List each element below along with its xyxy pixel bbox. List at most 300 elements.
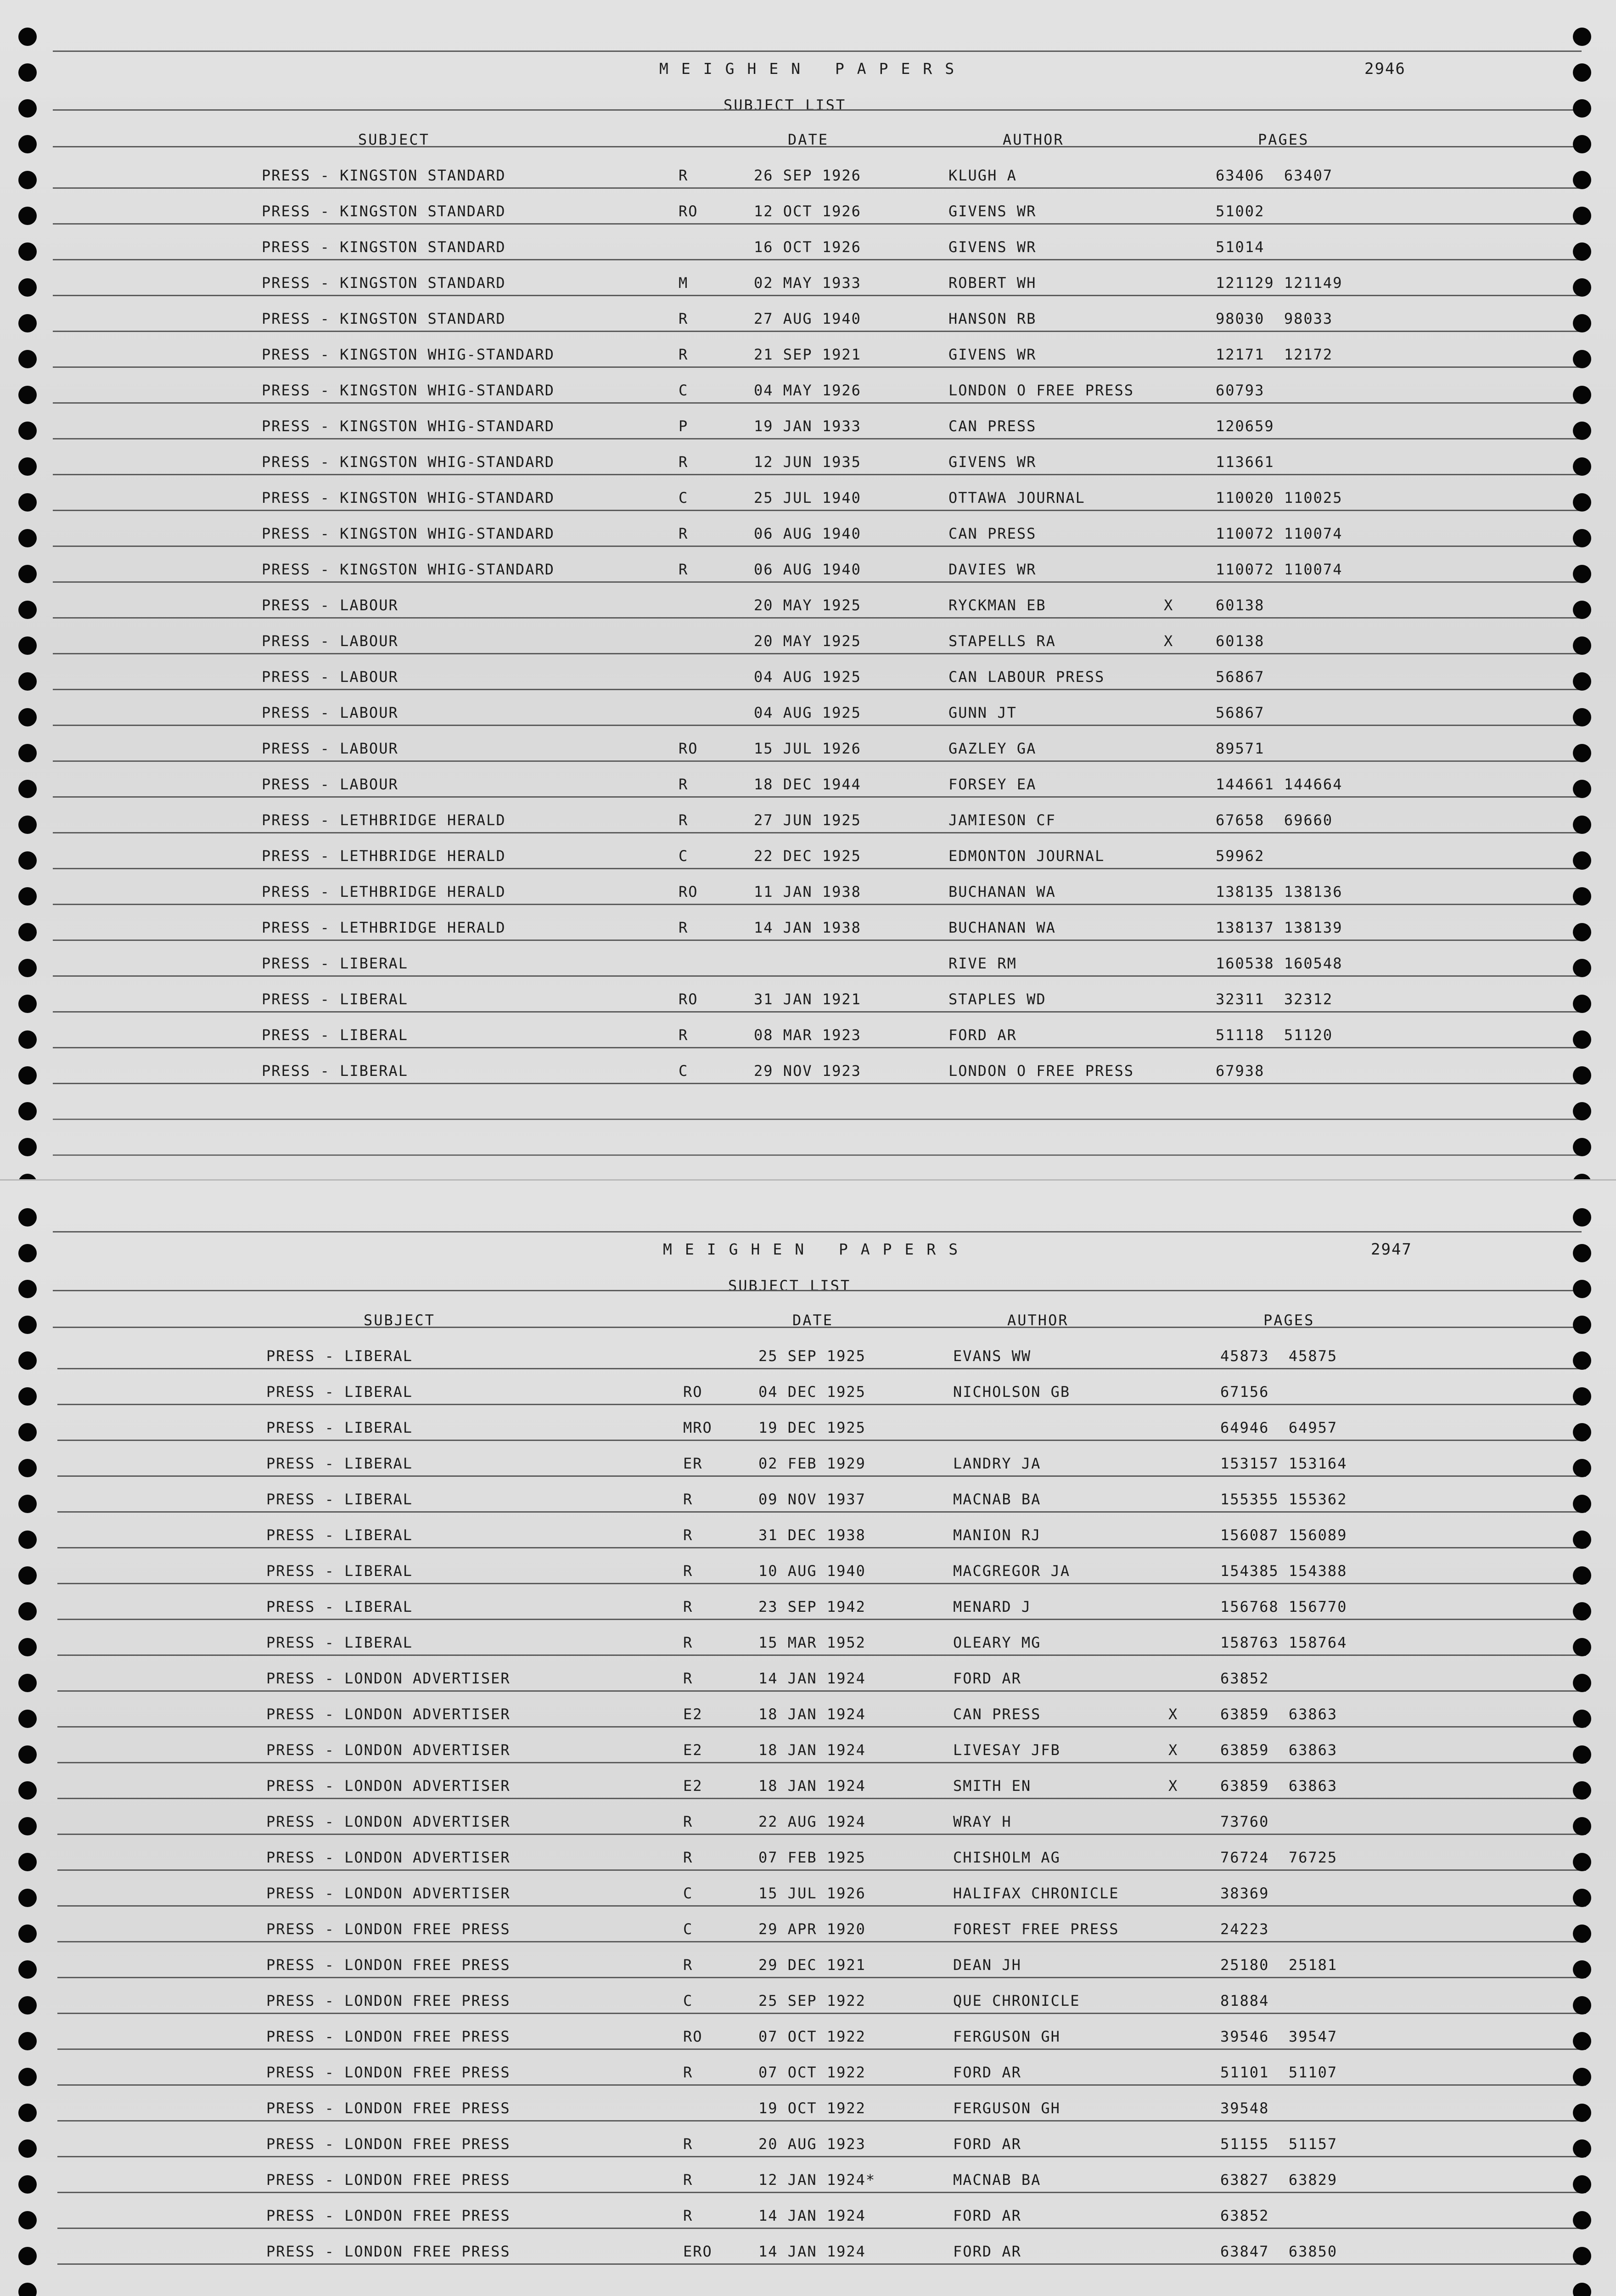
- row-rule: [53, 546, 1582, 547]
- table-row: [0, 201, 1616, 237]
- author-cell: BUCHANAN WA: [948, 919, 1056, 936]
- row-rule: [57, 1404, 1586, 1405]
- tractor-feed-hole: [18, 278, 37, 297]
- row-rule: [57, 2120, 1586, 2122]
- tractor-feed-hole: [18, 851, 37, 870]
- code-cell: MRO: [683, 1419, 713, 1436]
- pages-cell: 63852: [1220, 1670, 1269, 1687]
- author-cell: GIVENS WR: [948, 346, 1037, 363]
- sheet-subtitle: SUBJECT LIST: [724, 96, 847, 114]
- date-cell: 15 MAR 1952: [758, 1634, 866, 1651]
- code-cell: R: [679, 453, 689, 471]
- date-cell: 29 APR 1920: [758, 1920, 866, 1938]
- mark-cell: X: [1168, 1777, 1178, 1795]
- subject-cell: PRESS - LONDON ADVERTISER: [266, 1705, 511, 1723]
- row-rule: [57, 2228, 1586, 2229]
- author-cell: WRAY H: [953, 1813, 1012, 1830]
- code-cell: R: [679, 167, 689, 184]
- code-cell: R: [683, 1956, 693, 1974]
- code-cell: C: [679, 1062, 689, 1080]
- pages-cell: 98030 98033: [1216, 310, 1333, 327]
- tractor-feed-hole: [1573, 2068, 1591, 2086]
- author-cell: NICHOLSON GB: [953, 1383, 1071, 1401]
- pages-cell: 59962: [1216, 847, 1265, 865]
- tractor-feed-hole: [1573, 959, 1591, 977]
- code-cell: R: [679, 310, 689, 327]
- subject-cell: PRESS - KINGSTON WHIG-STANDARD: [262, 346, 555, 363]
- table-row: [5, 1453, 1616, 1489]
- author-cell: CHISHOLM AG: [953, 1849, 1060, 1866]
- date-cell: 06 AUG 1940: [754, 525, 861, 542]
- row-rule: [57, 1654, 1586, 1656]
- sheet-title: MEIGHEN PAPERS: [659, 60, 967, 78]
- date-cell: 22 AUG 1924: [758, 1813, 866, 1830]
- tractor-feed-hole: [18, 2175, 37, 2194]
- subject-cell: PRESS - KINGSTON WHIG-STANDARD: [262, 382, 555, 399]
- author-cell: MENARD J: [953, 1598, 1032, 1615]
- date-cell: 08 MAR 1923: [754, 1026, 861, 1044]
- date-cell: 09 NOV 1937: [758, 1491, 866, 1508]
- pages-cell: 120659: [1216, 417, 1274, 435]
- tractor-feed-hole: [1573, 386, 1591, 404]
- pages-cell: 56867: [1216, 704, 1265, 721]
- code-cell: R: [683, 1813, 693, 1830]
- tractor-feed-hole: [1573, 1674, 1591, 1692]
- table-row: [0, 667, 1616, 703]
- row-rule: [53, 796, 1582, 798]
- pages-cell: 12171 12172: [1216, 346, 1333, 363]
- pages-cell: 156087 156089: [1220, 1526, 1347, 1544]
- pages-cell: 51155 51157: [1220, 2135, 1338, 2153]
- tractor-feed-hole: [18, 1102, 37, 1120]
- author-cell: MACGREGOR JA: [953, 1562, 1071, 1580]
- tractor-feed-hole: [18, 1960, 37, 1979]
- tractor-feed-hole: [1573, 636, 1591, 655]
- date-cell: 25 SEP 1922: [758, 1992, 866, 2009]
- tractor-feed-hole: [1573, 1889, 1591, 1907]
- subject-cell: PRESS - LIBERAL: [266, 1634, 413, 1651]
- subject-cell: PRESS - LABOUR: [262, 704, 398, 721]
- tractor-feed-hole: [1573, 1459, 1591, 1477]
- mark-cell: X: [1168, 1741, 1178, 1759]
- row-rule: [53, 868, 1582, 869]
- author-cell: FORD AR: [953, 1670, 1021, 1687]
- author-column-header: AUTHOR: [1003, 131, 1064, 148]
- tractor-feed-hole: [18, 1030, 37, 1049]
- tractor-feed-hole: [1573, 851, 1591, 870]
- subject-cell: PRESS - LABOUR: [262, 740, 398, 757]
- pages-cell: 81884: [1220, 1992, 1269, 2009]
- author-cell: EVANS WW: [953, 1347, 1032, 1365]
- date-cell: 29 DEC 1921: [758, 1956, 866, 1974]
- row-rule: [53, 689, 1582, 690]
- date-cell: 14 JAN 1938: [754, 919, 861, 936]
- author-cell: GIVENS WR: [948, 453, 1037, 471]
- pages-column-header: PAGES: [1263, 1311, 1315, 1329]
- pages-cell: 160538 160548: [1216, 955, 1343, 972]
- date-cell: 14 JAN 1924: [758, 2207, 866, 2224]
- date-cell: 14 JAN 1924: [758, 2243, 866, 2260]
- pages-cell: 38369: [1220, 1885, 1269, 1902]
- code-cell: C: [679, 847, 689, 865]
- code-cell: E2: [683, 1741, 703, 1759]
- subject-cell: PRESS - LONDON FREE PRESS: [266, 2028, 511, 2045]
- author-cell: GIVENS WR: [948, 203, 1037, 220]
- tractor-feed-hole: [1573, 493, 1591, 512]
- author-cell: STAPLES WD: [948, 990, 1046, 1008]
- tractor-feed-hole: [1573, 1423, 1591, 1441]
- tractor-feed-hole: [18, 1674, 37, 1692]
- tractor-feed-hole: [1573, 278, 1591, 297]
- pages-cell: 113661: [1216, 453, 1274, 471]
- blank-ruled-line: [53, 1154, 1582, 1156]
- tractor-feed-hole: [18, 1316, 37, 1334]
- tractor-feed-hole: [1573, 1602, 1591, 1621]
- code-cell: ER: [683, 1455, 703, 1472]
- pages-cell: 67658 69660: [1216, 811, 1333, 829]
- subject-cell: PRESS - LONDON FREE PRESS: [266, 1956, 511, 1974]
- pages-cell: 138137 138139: [1216, 919, 1343, 936]
- date-cell: 19 OCT 1922: [758, 2099, 866, 2117]
- row-rule: [53, 617, 1582, 619]
- date-cell: 06 AUG 1940: [754, 561, 861, 578]
- tractor-feed-hole: [18, 386, 37, 404]
- code-cell: E2: [683, 1705, 703, 1723]
- tractor-feed-hole: [18, 2139, 37, 2158]
- subject-cell: PRESS - LONDON ADVERTISER: [266, 1813, 511, 1830]
- author-cell: MACNAB BA: [953, 2171, 1041, 2189]
- date-cell: 04 DEC 1925: [758, 1383, 866, 1401]
- table-row: [5, 1382, 1616, 1418]
- pages-cell: 154385 154388: [1220, 1562, 1347, 1580]
- tractor-feed-hole: [18, 744, 37, 762]
- pages-cell: 138135 138136: [1216, 883, 1343, 900]
- subject-cell: PRESS - LONDON ADVERTISER: [266, 1670, 511, 1687]
- tractor-feed-hole: [18, 207, 37, 225]
- date-cell: 22 DEC 1925: [754, 847, 861, 865]
- tractor-feed-hole: [18, 1531, 37, 1549]
- tractor-feed-hole: [1573, 529, 1591, 547]
- date-cell: 04 MAY 1926: [754, 382, 861, 399]
- code-cell: R: [679, 919, 689, 936]
- pages-cell: 63852: [1220, 2207, 1269, 2224]
- tractor-feed-hole: [1573, 171, 1591, 189]
- tractor-feed-hole: [1573, 672, 1591, 691]
- tractor-feed-hole: [1573, 1030, 1591, 1049]
- tractor-feed-hole: [18, 1387, 37, 1406]
- author-cell: FORD AR: [953, 2135, 1021, 2153]
- tractor-feed-hole: [18, 887, 37, 906]
- row-rule: [57, 2263, 1586, 2265]
- date-cell: 27 AUG 1940: [754, 310, 861, 327]
- row-rule: [53, 940, 1582, 941]
- code-cell: M: [679, 274, 689, 292]
- table-row: [5, 1632, 1616, 1668]
- tractor-feed-hole: [18, 2283, 37, 2296]
- subject-cell: PRESS - LONDON FREE PRESS: [266, 2099, 511, 2117]
- table-row: [0, 273, 1616, 309]
- subject-cell: PRESS - LIBERAL: [262, 1026, 408, 1044]
- mark-cell: X: [1164, 632, 1174, 650]
- author-cell: FORD AR: [953, 2243, 1021, 2260]
- author-cell: GUNN JT: [948, 704, 1017, 721]
- code-cell: R: [683, 1491, 693, 1508]
- tractor-feed-hole: [18, 1566, 37, 1585]
- table-row: [0, 237, 1616, 273]
- tractor-feed-hole: [1573, 1066, 1591, 1085]
- code-cell: RO: [679, 203, 698, 220]
- author-cell: FERGUSON GH: [953, 2028, 1060, 2045]
- tractor-feed-hole: [18, 28, 37, 46]
- date-cell: 18 JAN 1924: [758, 1705, 866, 1723]
- author-cell: DEAN JH: [953, 1956, 1021, 1974]
- row-rule: [53, 223, 1582, 225]
- author-cell: CAN PRESS: [948, 417, 1037, 435]
- pages-cell: 39546 39547: [1220, 2028, 1338, 2045]
- date-cell: 19 JAN 1933: [754, 417, 861, 435]
- subject-cell: PRESS - KINGSTON WHIG-STANDARD: [262, 489, 555, 506]
- author-cell: FORD AR: [948, 1026, 1017, 1044]
- row-rule: [57, 1977, 1586, 1978]
- date-column-header: DATE: [788, 131, 829, 148]
- table-row: [5, 2206, 1616, 2241]
- subject-cell: PRESS - LIBERAL: [266, 1383, 413, 1401]
- table-row: [0, 380, 1616, 416]
- tractor-feed-hole: [1573, 1495, 1591, 1513]
- author-cell: HALIFAX CHRONICLE: [953, 1885, 1119, 1902]
- mark-cell: X: [1168, 1705, 1178, 1723]
- subject-cell: PRESS - LIBERAL: [262, 1062, 408, 1080]
- date-cell: 29 NOV 1923: [754, 1062, 861, 1080]
- row-rule: [57, 2013, 1586, 2014]
- sheet-title: MEIGHEN PAPERS: [663, 1240, 971, 1258]
- pages-cell: 63859 63863: [1220, 1777, 1338, 1795]
- subject-cell: PRESS - LIBERAL: [266, 1347, 413, 1365]
- date-cell: 27 JUN 1925: [754, 811, 861, 829]
- row-rule: [57, 1583, 1586, 1584]
- tractor-feed-hole: [18, 1351, 37, 1370]
- tractor-feed-hole: [18, 2068, 37, 2086]
- subject-cell: PRESS - LONDON FREE PRESS: [266, 2243, 511, 2260]
- author-cell: FORD AR: [953, 2064, 1021, 2081]
- pages-cell: 73760: [1220, 1813, 1269, 1830]
- tractor-feed-hole: [1573, 923, 1591, 941]
- row-rule: [57, 1619, 1586, 1620]
- pages-cell: 110072 110074: [1216, 561, 1343, 578]
- author-cell: EDMONTON JOURNAL: [948, 847, 1105, 865]
- subject-column-header: SUBJECT: [364, 1311, 435, 1329]
- header-rule: [53, 146, 1582, 147]
- table-row: [0, 774, 1616, 810]
- date-cell: 15 JUL 1926: [758, 1885, 866, 1902]
- author-cell: FORSEY EA: [948, 776, 1037, 793]
- tractor-feed-hole: [1573, 2032, 1591, 2050]
- tractor-feed-hole: [1573, 135, 1591, 153]
- author-cell: LONDON O FREE PRESS: [948, 1062, 1134, 1080]
- column-header-row: [0, 1311, 1616, 1334]
- tractor-feed-hole: [1573, 1280, 1591, 1298]
- code-cell: R: [683, 1562, 693, 1580]
- row-rule: [53, 474, 1582, 475]
- tractor-feed-hole: [18, 636, 37, 655]
- tractor-feed-hole: [1573, 995, 1591, 1013]
- tractor-feed-hole: [1573, 1566, 1591, 1585]
- date-cell: 18 DEC 1944: [754, 776, 861, 793]
- row-rule: [57, 2084, 1586, 2086]
- table-row: [5, 1847, 1616, 1883]
- date-cell: 12 JAN 1924*: [758, 2171, 876, 2189]
- subject-cell: PRESS - KINGSTON WHIG-STANDARD: [262, 417, 555, 435]
- author-cell: QUE CHRONICLE: [953, 1992, 1080, 2009]
- table-row: [5, 1489, 1616, 1525]
- code-cell: R: [683, 2064, 693, 2081]
- pages-cell: 45873 45875: [1220, 1347, 1338, 1365]
- tractor-feed-hole: [18, 1244, 37, 1262]
- tractor-feed-hole: [18, 995, 37, 1013]
- tractor-feed-hole: [1573, 708, 1591, 726]
- tractor-feed-hole: [1573, 565, 1591, 583]
- date-cell: 23 SEP 1942: [758, 1598, 866, 1615]
- tractor-feed-hole: [18, 1602, 37, 1621]
- table-row: [5, 2098, 1616, 2134]
- table-row: [5, 1597, 1616, 1632]
- table-row: [0, 738, 1616, 774]
- tractor-feed-hole: [18, 923, 37, 941]
- subject-cell: PRESS - LONDON FREE PRESS: [266, 2171, 511, 2189]
- tractor-feed-hole: [18, 1996, 37, 2015]
- sheet-page-number: 2946: [1364, 60, 1406, 78]
- table-row: [0, 452, 1616, 488]
- author-cell: FORD AR: [953, 2207, 1021, 2224]
- listing-sheet-2: [0, 1179, 1616, 2296]
- code-cell: RO: [679, 883, 698, 900]
- pages-cell: 51002: [1216, 203, 1265, 220]
- tractor-feed-hole: [18, 1138, 37, 1156]
- row-rule: [53, 1047, 1582, 1048]
- tractor-feed-hole: [1573, 1102, 1591, 1120]
- tractor-feed-hole: [1573, 1387, 1591, 1406]
- subject-cell: PRESS - KINGSTON STANDARD: [262, 167, 506, 184]
- row-rule: [57, 1834, 1586, 1835]
- subject-cell: PRESS - KINGSTON STANDARD: [262, 238, 506, 256]
- subject-cell: PRESS - LIBERAL: [266, 1526, 413, 1544]
- tractor-feed-hole: [18, 2247, 37, 2265]
- row-rule: [57, 1798, 1586, 1799]
- row-rule: [57, 1440, 1586, 1441]
- author-cell: CAN PRESS: [953, 1705, 1041, 1723]
- date-cell: 12 JUN 1935: [754, 453, 861, 471]
- date-cell: 14 JAN 1924: [758, 1670, 866, 1687]
- pages-cell: 32311 32312: [1216, 990, 1333, 1008]
- tractor-feed-hole: [18, 780, 37, 798]
- row-rule: [53, 366, 1582, 368]
- subject-cell: PRESS - LETHBRIDGE HERALD: [262, 847, 506, 865]
- pages-cell: 60793: [1216, 382, 1265, 399]
- tractor-feed-hole: [1573, 816, 1591, 834]
- tractor-feed-hole: [18, 1781, 37, 1800]
- author-cell: OLEARY MG: [953, 1634, 1041, 1651]
- subject-cell: PRESS - LETHBRIDGE HERALD: [262, 811, 506, 829]
- subject-cell: PRESS - LETHBRIDGE HERALD: [262, 883, 506, 900]
- pages-cell: 63859 63863: [1220, 1705, 1338, 1723]
- subject-cell: PRESS - KINGSTON WHIG-STANDARD: [262, 561, 555, 578]
- tractor-feed-hole: [18, 529, 37, 547]
- subject-cell: PRESS - KINGSTON STANDARD: [262, 310, 506, 327]
- table-row: [0, 703, 1616, 738]
- subject-cell: PRESS - LONDON FREE PRESS: [266, 1992, 511, 2009]
- row-rule: [57, 1547, 1586, 1548]
- table-row: [0, 810, 1616, 846]
- tractor-feed-hole: [1573, 1817, 1591, 1835]
- author-cell: DAVIES WR: [948, 561, 1037, 578]
- tractor-feed-hole: [1573, 887, 1591, 906]
- row-rule: [57, 2048, 1586, 2050]
- tractor-feed-hole: [1573, 601, 1591, 619]
- tractor-feed-hole: [1573, 1996, 1591, 2015]
- row-rule: [53, 295, 1582, 296]
- tractor-feed-hole: [18, 1889, 37, 1907]
- tractor-feed-hole: [1573, 2104, 1591, 2122]
- date-cell: 31 JAN 1921: [754, 990, 861, 1008]
- column-header-row: [0, 131, 1616, 154]
- pages-cell: 155355 155362: [1220, 1491, 1347, 1508]
- subject-cell: PRESS - LIBERAL: [266, 1598, 413, 1615]
- row-rule: [57, 1905, 1586, 1907]
- table-row: [5, 1668, 1616, 1704]
- row-rule: [57, 1511, 1586, 1513]
- code-cell: RO: [679, 740, 698, 757]
- row-rule: [57, 2156, 1586, 2157]
- tractor-feed-hole: [1573, 99, 1591, 118]
- tractor-feed-hole: [1573, 1208, 1591, 1227]
- date-cell: 20 AUG 1923: [758, 2135, 866, 2153]
- tractor-feed-hole: [18, 1710, 37, 1728]
- table-row: [0, 989, 1616, 1025]
- table-row: [0, 165, 1616, 201]
- tractor-feed-hole: [1573, 1781, 1591, 1800]
- header-rule: [53, 1327, 1582, 1328]
- date-cell: 20 MAY 1925: [754, 632, 861, 650]
- date-cell: 20 MAY 1925: [754, 597, 861, 614]
- blank-ruled-line: [53, 1119, 1582, 1120]
- author-cell: BUCHANAN WA: [948, 883, 1056, 900]
- subject-cell: PRESS - LIBERAL: [266, 1491, 413, 1508]
- code-cell: R: [683, 2171, 693, 2189]
- tractor-feed-hole: [1573, 1531, 1591, 1549]
- code-cell: R: [679, 561, 689, 578]
- date-cell: 19 DEC 1925: [758, 1419, 866, 1436]
- tractor-feed-hole: [1573, 1710, 1591, 1728]
- row-rule: [57, 1475, 1586, 1477]
- table-row: [0, 416, 1616, 452]
- author-cell: STAPELLS RA: [948, 632, 1056, 650]
- pages-cell: 63827 63829: [1220, 2171, 1338, 2189]
- date-cell: 18 JAN 1924: [758, 1777, 866, 1795]
- tractor-feed-hole: [18, 422, 37, 440]
- table-row: [0, 846, 1616, 882]
- tractor-feed-hole: [18, 708, 37, 726]
- row-rule: [57, 2192, 1586, 2193]
- table-row: [5, 1704, 1616, 1740]
- date-cell: 25 SEP 1925: [758, 1347, 866, 1365]
- code-cell: R: [683, 1598, 693, 1615]
- subject-cell: PRESS - LIBERAL: [262, 955, 408, 972]
- code-cell: R: [683, 1849, 693, 1866]
- tractor-feed-hole: [18, 565, 37, 583]
- table-row: [5, 2241, 1616, 2277]
- author-cell: FERGUSON GH: [953, 2099, 1060, 2117]
- author-cell: RYCKMAN EB: [948, 597, 1046, 614]
